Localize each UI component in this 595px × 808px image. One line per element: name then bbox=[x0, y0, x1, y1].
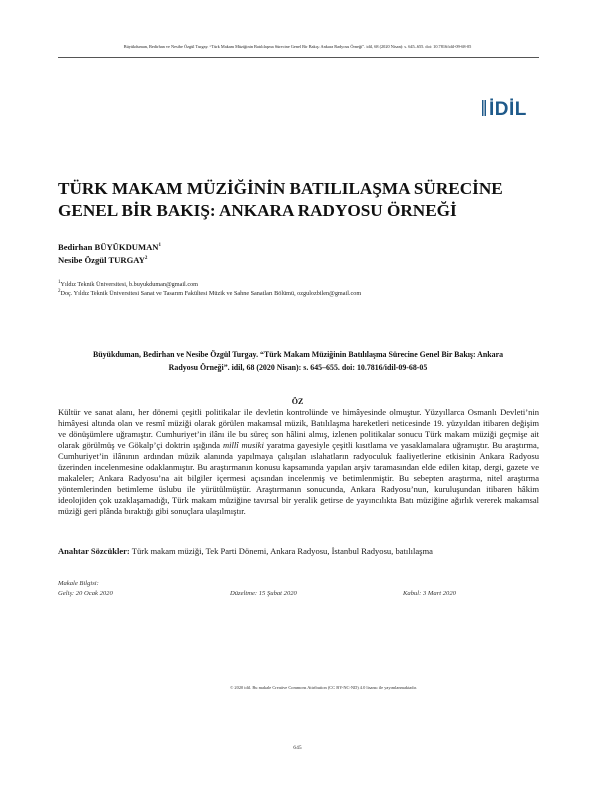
citation bbox=[60, 349, 536, 374]
license-notice: © 2020 idil. Bu makale Creative Commons Attribution (CC BY-NC-ND) 4.0 lisansı ile yayımlanmaktadır. bbox=[230, 685, 417, 690]
article-title bbox=[58, 178, 538, 222]
title-line-2: GENEL BİR BAKIŞ: ANKARA RADYOSU ÖRNEĞİ bbox=[58, 201, 457, 220]
abstract-heading: ÖZ bbox=[291, 397, 304, 406]
page-number: 645 bbox=[293, 745, 302, 751]
journal-logo bbox=[482, 99, 544, 121]
keywords-label: Anahtar Sözcükler: bbox=[58, 546, 130, 556]
title-line-1: TÜRK MAKAM MÜZİĞİNİN BATILILAŞMA SÜRECİNE bbox=[58, 179, 503, 198]
citation-line-1: Büyükduman, Bedirhan ve Nesibe Özgül Turgay. “Türk Makam Müziğinin Batılılaşma Sürecine Genel Bir Bakış: Ankara bbox=[92, 350, 504, 359]
article-info-label: Makale Bilgisi: bbox=[58, 580, 99, 587]
running-head: Büyükduman, Bedirhan ve Nesibe Özgül Turgay. “Türk Makam Müziğinin Batılılaşma Sürecine Genel Bir Bakış: Ankara Radyosu Örneği”. idil, 68 (2020 Nisan): s. 645–655. doi: 10.7816/idil-09-68-05 bbox=[123, 44, 472, 49]
author-1: Bedirhan BÜYÜKDUMAN$^1$ bbox=[58, 242, 162, 252]
keywords-list: Türk makam müziği, Tek Parti Dönemi, Ankara Radyosu, İstanbul Radyosu, batılılaşma bbox=[131, 546, 433, 556]
citation-line-2: Radyosu Örneği”. idil, 68 (2020 Nisan): s. 645–655. doi: 10.7816/idil-09-68-05 bbox=[168, 362, 428, 372]
abstract-italic-term: millî musiki bbox=[222, 440, 264, 451]
logo-text: İDİL bbox=[489, 99, 527, 120]
received-date: Geliş: 20 Ocak 2020 bbox=[58, 590, 113, 597]
keywords bbox=[58, 546, 539, 557]
abstract-text: Kültür ve sanat alanı, her dönemi çeşitli politikalar ile devletin kontrolünde ve himâyesinde olmuştur. Yüzyıllarca Osmanlı Devleti’nin himâyesi altında olan ve resmî müziği olarak görülen makamsal müzik, Batılılaşma hareketleri neticesinde 19. yüzyıldan itibaren değişim ve dönüşümlere uğramıştır. Cumhuriyet’in ilânı ile bu süreç son hâlini almış, izlenen politikalar sonucu Türk makam müziği geçmişe ait olarak görülmüş ve Gökalp’çi doktrin ışığında millî musiki yaratma gayesiyle çeşitli kısıtlama ve yasaklamalara uğramıştır. Bu araştırma, Cumhuriyet’in ilânının ardından müzik alanında yapılmaya çalışılan ıslahatların radyoculuk faaliyetlerine etkisinin Ankara Radyosu üzerinden incelenmesine odaklanmıştır. Bu araştırmanın konusu kapsamında yapılan arşiv taramasından elde edilen kitap, dergi, gazete ve makaleler; Ankara Radyosu’na ait bilgiler içermesi açısından incelenmiş ve betimlenmiştir. Bu sebepten araştırma, nitel araştırma yöntemlerinden betimleme üslubu ile yürütülmüştür. Araştırmanın sonucunda, Ankara Radyosu’nun, kuruluşundan itibaren hâkim ideolojiden çok uzaklaşamadığı, Türk makam müziğine tavırsal bir yeralik getirse de yayıncılıkta Batı müziğine ağırlık vererek makamsal müziği geri plânda bıraktığı gibi sonuçlara ulaşılmıştır. bbox=[58, 407, 539, 517]
accepted-date: Kabul: 3 Mart 2020 bbox=[403, 590, 456, 597]
revised-date: Düzeltme: 15 Şubat 2020 bbox=[230, 590, 297, 597]
affiliation-2: $^2$Doç. Yıldız Teknik Üniversitesi Sanat ve Tasarım Fakültesi Müzik ve Sahne Sanatları Bölümü, ozgulozbilen@gmail.com bbox=[58, 289, 362, 298]
logo-bars-icon bbox=[482, 100, 486, 116]
header-rule bbox=[58, 57, 539, 58]
author-2: Nesibe Özgül TURGAY$^2$ bbox=[58, 255, 148, 265]
affiliation-1: $^1$Yıldız Teknik Üniversitesi, b.buyukduman@gmail.com bbox=[58, 280, 198, 289]
